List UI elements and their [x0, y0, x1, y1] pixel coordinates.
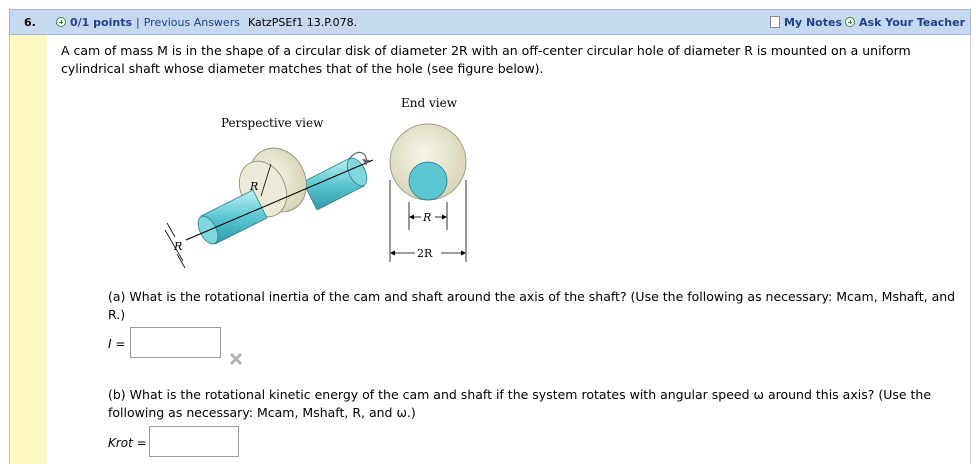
right-shaft-segment: [303, 155, 371, 210]
left-shaft-segment: [194, 190, 267, 247]
question-text: A cam of mass M is in the shape of a circular disk of diameter 2R with an off-center circular hole of diameter R is mounted on a uniform cylindrical shaft whose diameter matches that of the hole (see figure below).: [61, 43, 911, 76]
separator: |: [136, 16, 140, 29]
my-notes-link[interactable]: [770, 16, 842, 29]
end-r-label: R: [423, 211, 432, 224]
part-b-label: Krot =: [108, 436, 147, 450]
perspective-view-label: Perspective view: [221, 116, 324, 130]
points-group: [56, 16, 357, 29]
incorrect-x-icon: [229, 352, 243, 366]
left-margin-bar: [9, 35, 47, 464]
end-view-label: End view: [401, 96, 457, 110]
end-view-shaft: [409, 162, 447, 200]
part-b-answer-input[interactable]: [149, 426, 239, 457]
two-r-label: 2R: [417, 247, 433, 260]
expand-plus-icon[interactable]: [56, 17, 66, 27]
problem-code: KatzPSEf1 13.P.078.: [247, 16, 358, 29]
ask-teacher-link[interactable]: [845, 16, 965, 29]
side-r-label: R: [174, 240, 183, 253]
ask-teacher-label: Ask Your Teacher: [859, 16, 965, 29]
part-a-label: I =: [108, 337, 126, 351]
part-a-text: (a) What is the rotational inertia of the cam and shaft around the axis of the shaft? (Use the following as necessary: Mcam, Mshaft, and R.): [108, 289, 956, 322]
previous-answers-link[interactable]: Previous Answers: [143, 16, 240, 29]
question-number: 6.: [24, 16, 36, 29]
points-link[interactable]: 0/1 points: [70, 16, 132, 29]
right-border: [970, 35, 971, 464]
part-a-answer-input[interactable]: [130, 327, 221, 358]
cam-figure: [153, 90, 483, 272]
part-b-text: (b) What is the rotational kinetic energy of the cam and shaft if the system rotates with angular speed ω around this axis? (Use the following as necessary: Mcam, Mshaft, R, and ω.): [108, 387, 932, 420]
radius-label: R: [250, 180, 259, 193]
note-icon: [770, 16, 780, 28]
my-notes-label: My Notes: [784, 16, 842, 29]
question-header: [9, 9, 971, 35]
ask-plus-icon: [845, 17, 855, 27]
